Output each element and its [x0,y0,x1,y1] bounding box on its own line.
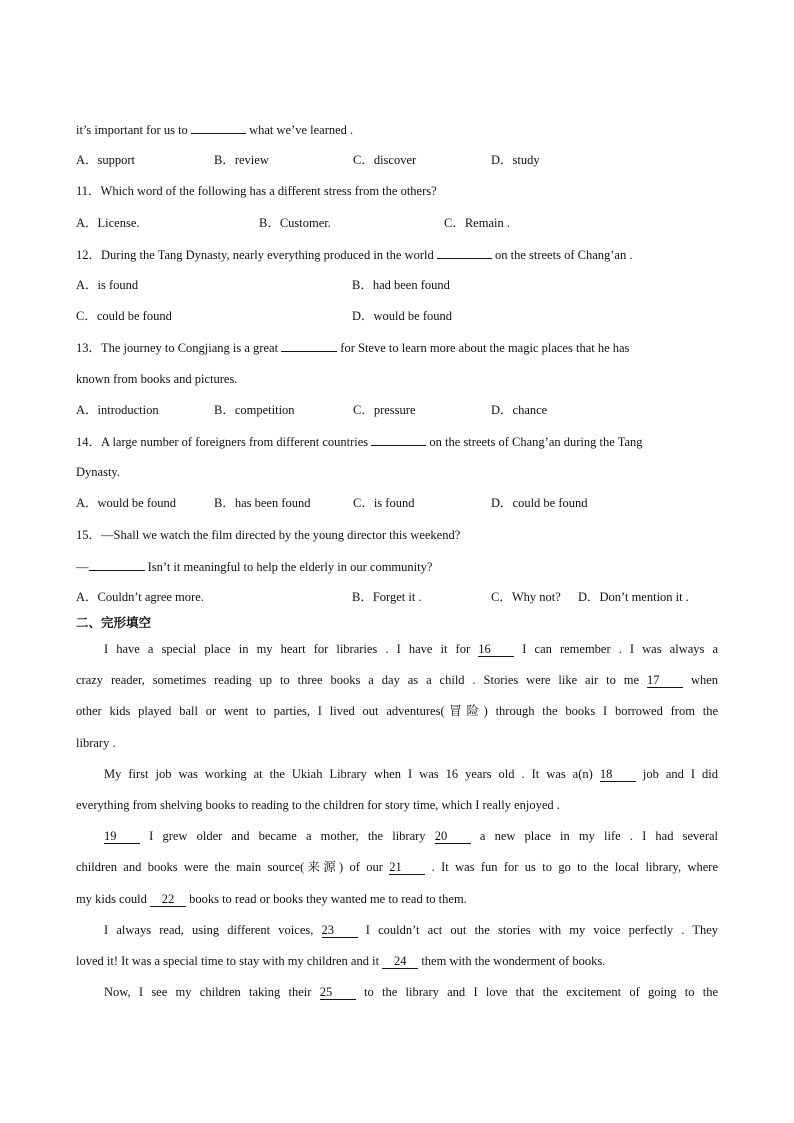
passage-text: to the library and I love that the excitement of going to the [364,985,719,999]
q12-option-c[interactable]: C．could be found [76,309,172,323]
q13-stem-cont: known from books and pictures. [76,372,238,386]
passage-line: other kids played ball or went to parties, I lived out adventures(冒险) through the books I borrowed from the [76,704,718,718]
cloze-blank-23[interactable]: 23 [322,923,358,938]
cloze-blank-19[interactable]: 19 [104,829,140,844]
passage-text: . It was fun for us to go to the local library, where [431,860,719,874]
passage-line [76,670,718,690]
passage-line [76,889,718,909]
cloze-blank-21[interactable]: 21 [389,860,425,875]
q13-option-d[interactable]: D．chance [491,403,548,417]
q14-stem-cont: Dynasty. [76,465,120,479]
q15-option-c[interactable]: C．Why not? [491,590,561,604]
passage-line [76,951,718,971]
q10-option-b[interactable]: B．review [214,153,269,167]
q13-option-c[interactable]: C．pressure [353,403,416,417]
q12-stem-text-end: on the streets of Chang’an . [494,248,633,262]
q15-options [76,587,718,607]
passage-line [76,857,718,877]
passage-text: I have a special place in my heart for libraries . I have it for [104,642,471,656]
passage-line [76,826,718,846]
q10-stem-text: it’s important for us to [76,123,188,137]
q12-options-row1 [76,275,718,295]
passage-line: library . [76,736,116,750]
q12-option-b[interactable]: B．had been found [352,278,450,292]
q15-option-d[interactable]: D．Don’t mention it . [578,590,689,604]
passage-text: when [690,673,719,687]
passage-text: Now, I see my children taking their [104,985,312,999]
answer-blank [281,337,337,352]
q14-stem-text: 14．A large number of foreigners from different countries [76,435,369,449]
answer-blank [191,119,246,134]
q14-option-a[interactable]: A．would be found [76,496,176,510]
passage-text: I grew older and became a mother, the library [149,829,426,843]
answer-blank [437,244,492,259]
cloze-blank-17[interactable]: 17 [647,673,683,688]
passage-text: them with the wonderment of books. [421,954,606,968]
passage-text: I always read, using different voices, [104,923,314,937]
q15-stem: 15．—Shall we watch the film directed by the young director this weekend? [76,528,461,542]
q14-option-c[interactable]: C．is found [353,496,415,510]
answer-blank [89,556,145,571]
q14-option-d[interactable]: D．could be found [491,496,588,510]
passage-text: I couldn’t act out the stories with my voice perfectly . They [365,923,719,937]
q15-reply-text: Isn’t it meaningful to help the elderly in our community? [147,560,433,574]
cloze-blank-22[interactable]: 22 [150,892,186,907]
q12-stem-text: 12．During the Tang Dynasty, nearly everything produced in the world [76,248,434,262]
passage-line [76,764,718,784]
passage-line [76,982,718,1002]
passage-text: crazy reader, sometimes reading up to three books a day as a child . Stories were like air to me [76,673,640,687]
q12-option-d[interactable]: D．would be found [352,309,452,323]
q11-options [76,213,718,233]
q15-dash: — [76,560,89,574]
q14-stem-text-mid: on the streets of Chang’an during the Tang [429,435,643,449]
passage-line [76,920,718,940]
section-heading: 二、完形填空 [76,615,152,630]
q14-stem [76,431,718,451]
passage-line [76,639,718,659]
q12-stem [76,244,718,264]
q10-option-a[interactable]: A．support [76,153,136,167]
q13-stem-text-mid: for Steve to learn more about the magic places that he has [340,341,630,355]
passage-text: loved it! It was a special time to stay with my children and it [76,954,380,968]
q13-stem-text: 13．The journey to Congjiang is a great [76,341,279,355]
q10-option-d[interactable]: D．study [491,153,540,167]
q12-option-a[interactable]: A．is found [76,278,139,292]
cloze-blank-18[interactable]: 18 [600,767,636,782]
passage-text: a new place in my life . I had several [479,829,719,843]
q11-option-c[interactable]: C．Remain . [444,216,510,230]
q10-options [76,150,718,170]
q15-option-a[interactable]: A．Couldn’t agree more. [76,590,204,604]
passage-text: my kids could [76,892,147,906]
passage-text: books to read or books they wanted me to read to them. [189,892,467,906]
cloze-blank-20[interactable]: 20 [435,829,471,844]
q10-stem-text-end: what we’ve learned . [249,123,354,137]
q11-option-b[interactable]: B．Customer. [259,216,331,230]
q15-option-b[interactable]: B．Forget it . [352,590,422,604]
q13-option-a[interactable]: A．introduction [76,403,159,417]
q11-stem: 11．Which word of the following has a different stress from the others? [76,184,437,198]
q14-options [76,493,718,513]
passage-line: everything from shelving books to reading to the children for story time, which I really enjoyed . [76,798,560,812]
answer-blank [371,431,426,446]
q13-stem [76,337,718,357]
q11-option-a[interactable]: A．License. [76,216,140,230]
q10-stem [76,119,718,139]
cloze-blank-25[interactable]: 25 [320,985,356,1000]
q13-option-b[interactable]: B．competition [214,403,295,417]
passage-text: job and I did [642,767,719,781]
passage-text: children and books were the main source(来源) of our [76,860,383,874]
q12-options-row2 [76,306,718,326]
q14-option-b[interactable]: B．has been found [214,496,311,510]
passage-text: I can remember . I was always a [522,642,719,656]
cloze-blank-24[interactable]: 24 [382,954,418,969]
q13-options [76,400,718,420]
cloze-blank-16[interactable]: 16 [478,642,514,657]
passage-text: My first job was working at the Ukiah Library when I was 16 years old . It was a(n) [104,767,593,781]
q10-option-c[interactable]: C．discover [353,153,417,167]
q15-reply [76,556,718,576]
